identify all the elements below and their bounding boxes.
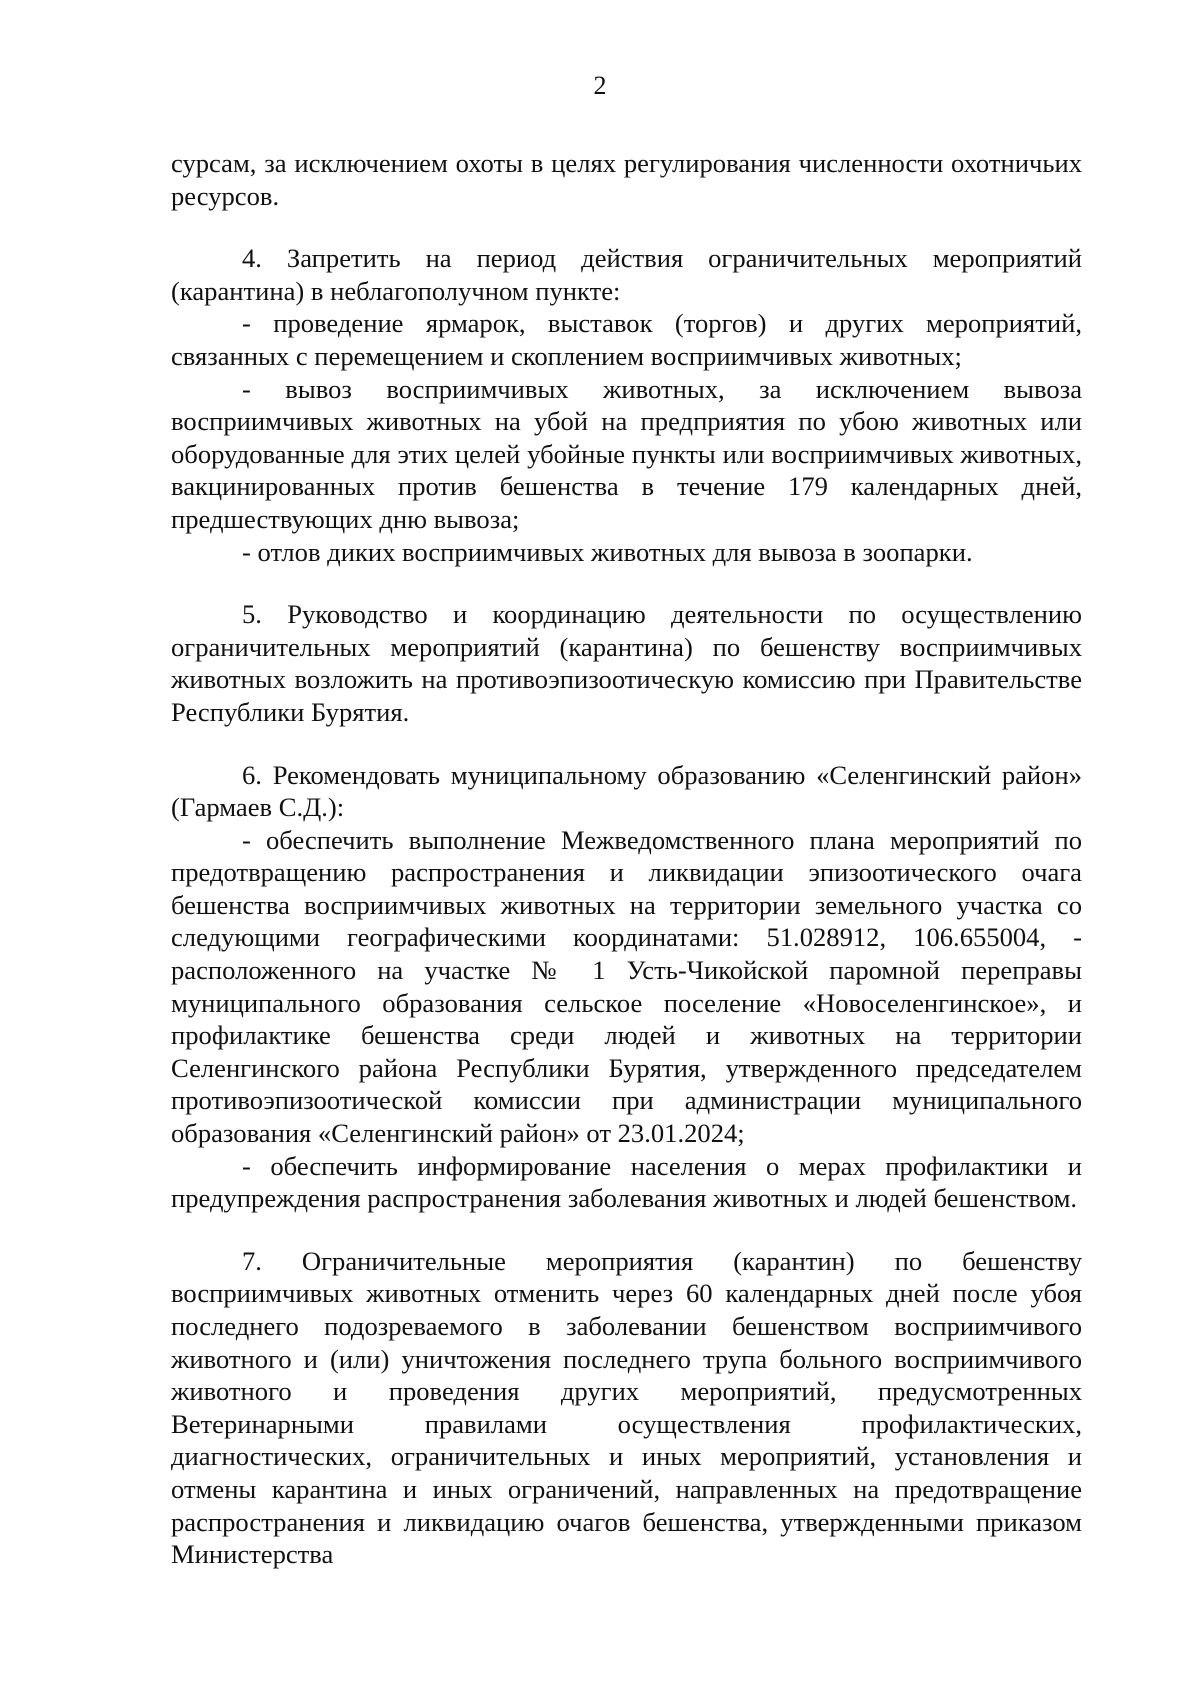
paragraph-continuation: сурсам, за исключением охоты в целях регулирования численности охотничьих ресурсов.	[171, 148, 1082, 211]
paragraph-item-4-export: - вывоз восприимчивых животных, за исключением вывоза восприимчивых животных на убой на предприятия по убою животных или оборудованные для этих целей убойные пункты или восприимчивых животных, вакцинированных против бешенства в течение 179 календарных дней, предшествующих дню вывоза;	[171, 373, 1082, 534]
paragraph-item-6-plan: - обеспечить выполнение Межведомственного плана мероприятий по предотвращению распространения и ликвидации эпизоотического очага бешенства восприимчивых животных на территории земельного участка со следующими географическими координатами: 51.028912, 106.655004, - расположенного на участке № 1 Усть-Чикойской паромной переправы муниципального образования сельское поселение «Новоселенгинское», и профилактике бешенства среди людей и животных на территории Селенгинского района Республики Бурятия, утвержденного председателем противоэпизоотической комиссии при администрации муниципального образования «Селенгинский район» от 23.01.2024;	[171, 824, 1082, 1149]
paragraph-item-6-inform: - обеспечить информирование населения о мерах профилактики и предупреждения распространения заболевания животных и людей бешенством.	[171, 1150, 1082, 1214]
paragraph-item-5: 5. Руководство и координацию деятельности по осуществлению ограничительных мероприятий (карантина) по бешенству восприимчивых животных возложить на противоэпизоотическую комиссию при Правительстве Республики Бурятия.	[171, 599, 1082, 727]
page-number: 2	[593, 71, 607, 100]
paragraph-item-6: 6. Рекомендовать муниципальному образованию «Селенгинский район» (Гармаев С.Д.):	[171, 759, 1082, 823]
paragraph-item-7: 7. Ограничительные мероприятия (карантин) по бешенству восприимчивых животных отменить через 60 календарных дней после убоя последнего подозреваемого в заболевании бешенством восприимчивого животного и (или) уничтожения последнего трупа больного восприимчивого животного и проведения других мероприятий, предусмотренных Ветеринарными правилами осуществления профилактических, диагностических, ограничительных и иных мероприятий, установления и отмены карантина и иных ограничений, направленных на предотвращение распространения и ликвидацию очагов бешенства, утвержденными приказом Министерства	[171, 1245, 1082, 1570]
document-body	[171, 147, 1082, 1571]
paragraph-item-4: 4. Запретить на период действия ограничительных мероприятий (карантина) в неблагополучном пункте:	[171, 243, 1082, 306]
paragraph-item-4-capture: - отлов диких восприимчивых животных для вывоза в зоопарки.	[242, 536, 973, 567]
paragraph-item-4-fairs: - проведение ярмарок, выставок (торгов) и других мероприятий, связанных с перемещением и скоплением восприимчивых животных;	[171, 308, 1082, 371]
